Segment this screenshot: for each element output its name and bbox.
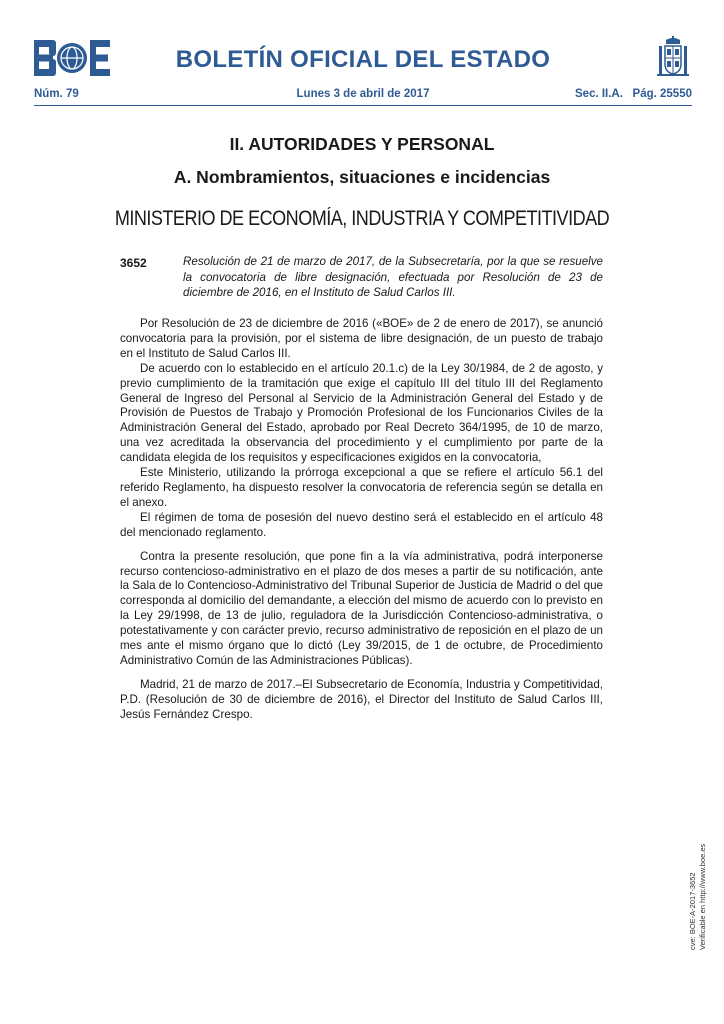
verification-url: Verificable en http://www.boe.es bbox=[698, 843, 707, 950]
resolution-body bbox=[120, 317, 603, 723]
verification-note bbox=[688, 810, 712, 950]
section-ref: Sec. II.A. bbox=[575, 88, 623, 100]
gazette-title: BOLETÍN OFICIAL DEL ESTADO bbox=[175, 46, 551, 73]
spain-coat-of-arms-icon bbox=[656, 36, 690, 78]
subsection-title: A. Nombramientos, situaciones e incidencias bbox=[173, 167, 551, 187]
section-and-page bbox=[575, 88, 692, 100]
body-paragraph: De acuerdo con lo establecido en el artículo 20.1.c) de la Ley 30/1984, de 2 de agosto, y previo cumplimiento de la tramitación que exige el capítulo III del título III del Reglamento General de Ingreso del Personal al Servicio de la Administración General del Estado y de Provisión de Puestos de Trabajo y Promoción Profesional de los Funcionarios Civiles de la Administración General del Estado, aprobado por Real Decreto 364/1995, de 10 de marzo, una vez acreditada la observancia del procedimiento y el cumplimiento por parte de la candidata elegida de los requisitos y especificaciones exigidos en la convocatoria, bbox=[120, 361, 603, 465]
resolution-number: 3652 bbox=[120, 256, 147, 270]
body-paragraph: Este Ministerio, utilizando la prórroga excepcional a que se refiere el artículo 56.1 del referido Reglamento, ha dispuesto resolver la convocatoria de referencia según se detalla en el anexo. bbox=[120, 466, 603, 509]
header-divider bbox=[34, 105, 692, 106]
ministry-heading: MINISTERIO DE ECONOMÍA, INDUSTRIA Y COMPETITIVIDAD bbox=[114, 207, 610, 230]
page-number: Pág. 25550 bbox=[632, 88, 692, 100]
body-paragraph: Por Resolución de 23 de diciembre de 2016 («BOE» de 2 de enero de 2017), se anunció convocatoria para la provisión, por el sistema de libre designación, de un puesto de trabajo en el Instituto de Salud Carlos III. bbox=[120, 317, 603, 360]
section-title: II. AUTORIDADES Y PERSONAL bbox=[229, 134, 495, 154]
cve-code: cve: BOE-A-2017-3652 bbox=[688, 872, 697, 950]
signature-paragraph: Madrid, 21 de marzo de 2017.–El Subsecretario de Economía, Industria y Competitividad, P.D. (Resolución de 30 de diciembre de 2016), el Director del Instituto de Salud Carlos III, Jesús Fernández Crespo. bbox=[120, 677, 603, 721]
issue-date: Lunes 3 de abril de 2017 bbox=[296, 88, 430, 100]
issue-number: Núm. 79 bbox=[34, 88, 79, 100]
body-paragraph: El régimen de toma de posesión del nuevo destino será el establecido en el artículo 48 del mencionado reglamento. bbox=[120, 510, 603, 539]
resolution-summary: Resolución de 21 de marzo de 2017, de la Subsecretaría, por la que se resuelve la convocatoria de libre designación, efectuada por Resolución de 23 de diciembre de 2016, en el Instituto de Salud Carlos III. bbox=[183, 255, 603, 299]
page-header bbox=[34, 40, 692, 78]
body-paragraph: Contra la presente resolución, que pone fin a la vía administrativa, podrá interponerse recurso contencioso-administrativo en el plazo de dos meses a partir de su notificación, ante la Sala de lo Contencioso-Administrativo del Tribunal Superior de Justicia de Madrid o del que corresponda al domicilio del demandante, a elección del mismo de acuerdo con lo previsto en la Ley 29/1998, de 13 de julio, reguladora de la Jurisdicción Contencioso-administrativa, o potestativamente y con carácter previo, recurso administrativo de reposición en el plazo de un mes ante el mismo órgano que lo dictó (Ley 39/2015, de 1 de octubre, de Procedimiento Administrativo Común de las Administraciones Públicas). bbox=[120, 549, 603, 667]
header-meta-line bbox=[34, 88, 692, 104]
